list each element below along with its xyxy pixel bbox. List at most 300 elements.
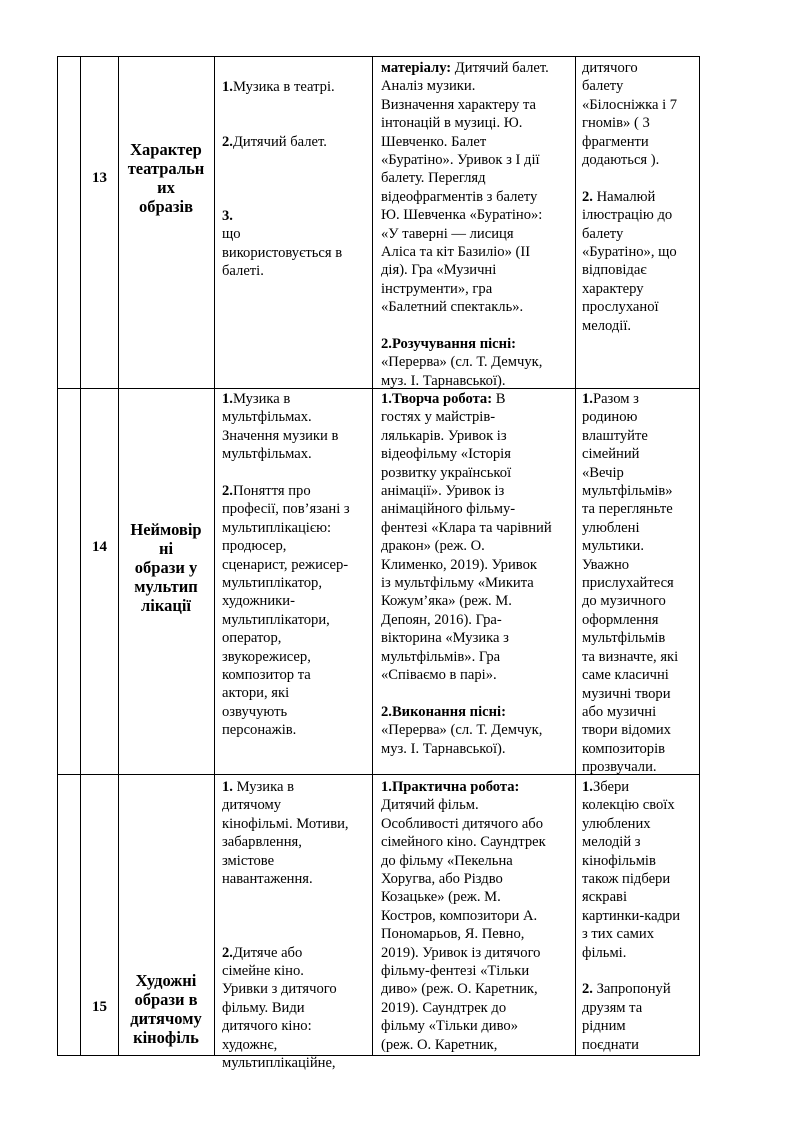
activities-cell bbox=[381, 778, 546, 1054]
text-line bbox=[582, 721, 678, 739]
text-line bbox=[381, 778, 546, 796]
topic-text: використовується в bbox=[222, 244, 343, 261]
line-text: муз. І. Тарнавської). bbox=[381, 740, 506, 757]
line-text: прислухайтеся bbox=[582, 575, 674, 592]
title-line: Характер bbox=[130, 140, 202, 159]
text-line bbox=[582, 427, 678, 445]
title-line: их bbox=[157, 178, 175, 197]
text-line bbox=[222, 592, 350, 610]
text-line bbox=[582, 574, 678, 592]
text-line bbox=[381, 482, 552, 500]
title-line: Художні bbox=[135, 971, 197, 990]
text-line bbox=[381, 298, 549, 316]
line-text: анімації». Уривок із bbox=[381, 483, 505, 500]
text-line bbox=[582, 796, 680, 814]
text-line bbox=[381, 372, 549, 390]
text-line bbox=[582, 519, 678, 537]
lesson-number: 15 bbox=[92, 999, 107, 1015]
line-text: мультиплікацією: bbox=[222, 519, 332, 536]
line-text: дія). Гра «Музичні bbox=[381, 262, 497, 279]
line-text: фільму «Тільки диво» bbox=[381, 1018, 519, 1035]
text-line bbox=[381, 390, 552, 408]
text-line bbox=[582, 317, 677, 335]
line-text: Костров, композитори А. bbox=[381, 907, 538, 924]
text-line bbox=[582, 907, 680, 925]
text-line bbox=[582, 408, 678, 426]
line-text: забарвлення, bbox=[222, 834, 302, 851]
line-text: «Білосніжка і 7 bbox=[582, 96, 678, 113]
line-text: мультиплікаційне, bbox=[222, 1055, 336, 1072]
line-text: фентезі «Клара та чарівний bbox=[381, 519, 552, 536]
bold-lead: 2. bbox=[222, 944, 233, 961]
line-text: Аналіз музики. bbox=[381, 78, 476, 95]
text-line bbox=[222, 778, 349, 796]
line-text: з тих самих bbox=[582, 926, 655, 943]
lesson-title bbox=[120, 140, 212, 216]
text-line bbox=[381, 96, 549, 114]
text-line bbox=[582, 778, 680, 796]
text-line bbox=[381, 519, 552, 537]
text-line bbox=[582, 1017, 680, 1035]
line-text: Особливості дитячого або bbox=[381, 815, 544, 832]
topic-text: що bbox=[222, 226, 241, 243]
title-line: лікації bbox=[140, 596, 192, 615]
bold-lead: 2. bbox=[222, 483, 233, 500]
table-top-border bbox=[57, 56, 700, 57]
line-text: мелодії. bbox=[582, 317, 632, 334]
activities-cell bbox=[381, 390, 552, 758]
line-text: дитячому bbox=[222, 797, 282, 814]
line-text: Уважно bbox=[582, 556, 630, 573]
line-text: фільму. Види bbox=[222, 999, 305, 1016]
text-line bbox=[222, 408, 350, 426]
title-line: образи у bbox=[134, 558, 198, 577]
line-text: до музичного bbox=[582, 593, 666, 610]
line-text: інструменти», гра bbox=[381, 280, 493, 297]
blank-line bbox=[222, 464, 350, 482]
text-line bbox=[381, 666, 552, 684]
text-line bbox=[381, 962, 546, 980]
bold-lead: 1. bbox=[582, 779, 593, 795]
topic-text: балеті. bbox=[222, 263, 264, 280]
text-line bbox=[582, 833, 680, 851]
line-text: Ю. Шевченка «Буратіно»: bbox=[381, 207, 543, 224]
line-text: Пономарьов, Я. Певно, bbox=[381, 926, 525, 943]
topic-item bbox=[222, 207, 342, 281]
line-text: родиною bbox=[582, 409, 638, 426]
text-line bbox=[222, 703, 350, 721]
line-text: художники- bbox=[222, 593, 295, 610]
line-text: кінофільмів bbox=[582, 852, 656, 869]
bold-lead: 1. bbox=[582, 391, 593, 407]
topic-item bbox=[222, 78, 335, 96]
title-line: мультип bbox=[134, 577, 198, 596]
line-text: Музика в bbox=[232, 391, 291, 407]
text-line bbox=[381, 445, 552, 463]
bold-lead: 2.Виконання пісні: bbox=[381, 703, 506, 720]
row-divider-13-14 bbox=[57, 388, 700, 389]
line-text: відповідає bbox=[582, 262, 647, 279]
bold-lead: 2.Розучування пісні: bbox=[381, 336, 516, 353]
line-text: рідним bbox=[582, 1018, 626, 1035]
line-text: В bbox=[492, 391, 506, 407]
line-text: балету. Перегляд bbox=[381, 170, 486, 187]
text-line bbox=[381, 206, 549, 224]
text-line bbox=[222, 537, 350, 555]
line-text: Кожум’яка» (реж. М. bbox=[381, 593, 512, 610]
line-text: сценарист, режисер- bbox=[222, 556, 349, 573]
text-line bbox=[222, 962, 349, 980]
text-line bbox=[381, 925, 546, 943]
homework-cell bbox=[582, 390, 678, 777]
text-line bbox=[582, 445, 678, 463]
line-text: до фільму «Пекельна bbox=[381, 852, 513, 869]
line-text: 2019). Уривок із дитячого bbox=[381, 944, 541, 961]
text-line bbox=[222, 648, 350, 666]
text-line bbox=[381, 188, 549, 206]
line-text: Дитяче або bbox=[232, 944, 303, 961]
text-line bbox=[582, 59, 677, 77]
line-text: інтонацій в музиці. Ю. bbox=[381, 115, 523, 132]
text-line bbox=[381, 796, 546, 814]
line-text: та визначте, які bbox=[582, 648, 679, 665]
line-text: гостях у майстрів- bbox=[381, 409, 496, 426]
text-line bbox=[381, 980, 546, 998]
line-text: мультиплікатори, bbox=[222, 611, 330, 628]
title-line: образи в bbox=[134, 990, 198, 1009]
topic-text: Дитячий балет. bbox=[232, 134, 327, 150]
text-line bbox=[582, 611, 678, 629]
text-line bbox=[582, 758, 678, 776]
text-line bbox=[222, 611, 350, 629]
text-line bbox=[582, 815, 680, 833]
text-line bbox=[582, 592, 678, 610]
topic-number: 2. bbox=[222, 134, 233, 150]
line-text: Музика в bbox=[232, 779, 294, 795]
text-line bbox=[582, 925, 680, 943]
text-line bbox=[222, 999, 349, 1017]
text-line bbox=[381, 243, 549, 261]
line-text: або музичні bbox=[582, 703, 657, 720]
line-text: оператор, bbox=[222, 630, 282, 647]
line-text: мультфільмів» bbox=[582, 483, 673, 500]
text-line bbox=[222, 684, 350, 702]
line-text: кінофільмі. Мотиви, bbox=[222, 815, 349, 832]
line-text: мультфільмах. bbox=[222, 409, 312, 426]
text-line bbox=[381, 740, 552, 758]
line-text: вікторина «Музика з bbox=[381, 630, 509, 647]
col-border-1 bbox=[80, 56, 81, 1056]
bold-lead: 2. bbox=[582, 981, 593, 998]
line-text: «Вечір bbox=[582, 464, 624, 481]
line-text: оформлення bbox=[582, 611, 659, 628]
line-text: ілюстрацію до bbox=[582, 207, 673, 224]
text-line bbox=[582, 261, 677, 279]
col-border-4 bbox=[372, 56, 373, 1056]
line-text: дитячого кіно: bbox=[222, 1018, 312, 1035]
line-text: «Перерва» (сл. Т. Демчук, bbox=[381, 722, 543, 739]
line-text: лялькарів. Уривок із bbox=[381, 427, 507, 444]
blank-line bbox=[222, 907, 349, 925]
activities-cell bbox=[381, 59, 549, 390]
line-text: улюблених bbox=[582, 815, 651, 832]
text-line bbox=[582, 298, 677, 316]
bold-lead: 1. bbox=[222, 391, 233, 407]
line-text: Дитячий балет. bbox=[451, 60, 549, 76]
text-line bbox=[381, 1017, 546, 1035]
text-line bbox=[381, 999, 546, 1017]
text-line bbox=[582, 500, 678, 518]
line-text: та перегляньте bbox=[582, 501, 673, 518]
line-text: музичні твори bbox=[582, 685, 671, 702]
blank-line bbox=[222, 888, 349, 906]
text-line bbox=[582, 77, 677, 95]
line-text: Поняття про bbox=[232, 483, 311, 500]
line-text: відеофрагментів з балету bbox=[381, 188, 538, 205]
line-text: Визначення характеру та bbox=[381, 96, 537, 113]
title-line: театральн bbox=[127, 159, 205, 178]
text-line bbox=[582, 225, 677, 243]
lesson-title bbox=[120, 971, 212, 1047]
line-text: Запропонуй bbox=[592, 981, 671, 998]
line-text: актори, які bbox=[222, 685, 290, 702]
text-line bbox=[222, 833, 349, 851]
line-text: композиторів bbox=[582, 740, 666, 757]
line-text: «У таверні — лисиця bbox=[381, 225, 514, 242]
text-line bbox=[582, 206, 677, 224]
line-text: сімейного кіно. Саундтрек bbox=[381, 834, 546, 851]
line-text: яскраві bbox=[582, 889, 627, 906]
topics-cell bbox=[222, 390, 350, 740]
text-line bbox=[222, 666, 350, 684]
topic-text: Музика в театрі. bbox=[232, 79, 335, 95]
text-line bbox=[381, 169, 549, 187]
col-border-5 bbox=[575, 56, 576, 1056]
line-text: прозвучали. bbox=[582, 759, 657, 776]
line-text: додаються ). bbox=[582, 152, 660, 169]
text-line bbox=[381, 888, 546, 906]
title-line: дитячому bbox=[130, 1009, 202, 1028]
text-line bbox=[222, 852, 349, 870]
line-text: художнє, bbox=[222, 1036, 278, 1053]
line-text: Дитячий фільм. bbox=[381, 797, 479, 814]
text-line bbox=[582, 96, 677, 114]
line-text: дракон» (реж. О. bbox=[381, 538, 485, 555]
lesson-number: 14 bbox=[92, 539, 107, 555]
text-line bbox=[582, 537, 678, 555]
line-text: професії, пов’язані з bbox=[222, 501, 350, 518]
line-text: персонажів. bbox=[222, 722, 297, 739]
line-text: змістове bbox=[222, 852, 275, 869]
homework-cell bbox=[582, 778, 680, 1054]
topic-number: 3. bbox=[222, 208, 233, 224]
line-text: навантаження. bbox=[222, 871, 313, 888]
line-text: влаштуйте bbox=[582, 427, 648, 444]
text-line bbox=[381, 703, 552, 721]
text-line bbox=[222, 482, 350, 500]
line-text: озвучують bbox=[222, 703, 288, 720]
line-text: «Буратіно», що bbox=[582, 244, 677, 261]
col-border-0 bbox=[57, 56, 58, 1056]
text-line bbox=[381, 629, 552, 647]
text-line bbox=[582, 944, 680, 962]
line-text: 2019). Саундтрек до bbox=[381, 999, 507, 1016]
text-line bbox=[582, 629, 678, 647]
text-line bbox=[381, 261, 549, 279]
line-text: диво» (реж. О. Каретник, bbox=[381, 981, 538, 998]
text-line bbox=[381, 907, 546, 925]
line-text: «Балетний спектакль». bbox=[381, 299, 524, 316]
text-line bbox=[222, 390, 350, 408]
line-text: (реж. О. Каретник, bbox=[381, 1036, 498, 1053]
line-text: Аліса та кіт Базиліо» (ІІ bbox=[381, 244, 531, 261]
text-line bbox=[222, 500, 350, 518]
line-text: Намалюй bbox=[592, 188, 656, 205]
line-text: сімейне кіно. bbox=[222, 963, 304, 980]
line-text: Шевченко. Балет bbox=[381, 133, 487, 150]
text-line bbox=[381, 537, 552, 555]
line-text: мелодій з bbox=[582, 834, 641, 851]
text-line bbox=[582, 888, 680, 906]
text-line bbox=[222, 796, 349, 814]
text-line bbox=[222, 1017, 349, 1035]
topics-cell bbox=[222, 778, 349, 1072]
title-line: ні bbox=[158, 539, 174, 558]
text-line bbox=[582, 188, 677, 206]
text-line bbox=[222, 519, 350, 537]
text-line bbox=[381, 1036, 546, 1054]
line-text: саме класичні bbox=[582, 667, 669, 684]
text-line bbox=[381, 815, 546, 833]
line-text: Збери bbox=[592, 779, 630, 795]
line-text: балету bbox=[582, 225, 624, 242]
text-line bbox=[582, 390, 678, 408]
line-text: із мультфільму «Микита bbox=[381, 575, 534, 592]
topic-number: 1. bbox=[222, 79, 233, 95]
bold-lead: матеріалу: bbox=[381, 60, 452, 76]
text-line bbox=[381, 280, 549, 298]
text-line bbox=[582, 852, 680, 870]
text-line bbox=[381, 870, 546, 888]
title-line: кінофіль bbox=[133, 1028, 199, 1047]
blank-line bbox=[381, 685, 552, 703]
line-text: Клименко, 2019). Уривок bbox=[381, 556, 537, 573]
line-text: композитор та bbox=[222, 667, 311, 684]
line-text: Разом з bbox=[592, 391, 639, 407]
text-line bbox=[222, 427, 350, 445]
line-text: поєднати bbox=[582, 1036, 639, 1053]
text-line bbox=[381, 335, 549, 353]
line-text: «Перерва» (сл. Т. Демчук, bbox=[381, 354, 543, 371]
text-line bbox=[222, 721, 350, 739]
line-text: дитячого bbox=[582, 60, 638, 76]
line-text: фрагменти bbox=[582, 133, 649, 150]
line-text: сімейний bbox=[582, 446, 640, 463]
text-line bbox=[222, 1036, 349, 1054]
line-text: Депоян, 2016). Гра- bbox=[381, 611, 502, 628]
text-line bbox=[381, 464, 552, 482]
text-line bbox=[222, 629, 350, 647]
line-text: анімаційного фільму- bbox=[381, 501, 516, 518]
title-line: образів bbox=[138, 197, 194, 216]
line-text: прослуханої bbox=[582, 299, 659, 316]
text-line bbox=[582, 870, 680, 888]
text-line bbox=[381, 574, 552, 592]
line-text: Значення музики в bbox=[222, 427, 339, 444]
line-text: відеофільму «Історія bbox=[381, 446, 511, 463]
text-line bbox=[222, 1054, 349, 1072]
text-line bbox=[222, 815, 349, 833]
text-line bbox=[582, 1036, 680, 1054]
line-text: муз. І. Тарнавської). bbox=[381, 372, 506, 389]
blank-line bbox=[582, 169, 677, 187]
line-text: мультиплікатор, bbox=[222, 575, 323, 592]
line-text: гномів» ( 3 bbox=[582, 115, 650, 132]
text-line bbox=[222, 556, 350, 574]
line-text: мультфільмів». Гра bbox=[381, 648, 501, 665]
line-text: Хоругва, або Різдво bbox=[381, 871, 503, 888]
text-line bbox=[582, 999, 680, 1017]
text-line bbox=[582, 666, 678, 684]
text-line bbox=[582, 482, 678, 500]
bold-lead: 1. bbox=[222, 779, 233, 795]
col-border-2 bbox=[118, 56, 119, 1056]
text-line bbox=[222, 445, 350, 463]
homework-cell bbox=[582, 59, 677, 335]
line-text: фільмі. bbox=[582, 944, 627, 961]
text-line bbox=[381, 500, 552, 518]
line-text: «Співаємо в парі». bbox=[381, 667, 497, 684]
text-line bbox=[381, 114, 549, 132]
line-text: колекцію своїх bbox=[582, 797, 675, 814]
text-line bbox=[381, 408, 552, 426]
text-line bbox=[381, 944, 546, 962]
text-line bbox=[582, 243, 677, 261]
text-line bbox=[222, 944, 349, 962]
line-text: мультики. bbox=[582, 538, 645, 555]
line-text: мультфільмах. bbox=[222, 446, 312, 463]
blank-line bbox=[381, 317, 549, 335]
text-line bbox=[381, 151, 549, 169]
blank-line bbox=[222, 925, 349, 943]
text-line bbox=[381, 59, 549, 77]
text-line bbox=[381, 833, 546, 851]
line-text: звукорежисер, bbox=[222, 648, 311, 665]
text-line bbox=[381, 721, 552, 739]
text-line bbox=[582, 280, 677, 298]
text-line bbox=[582, 114, 677, 132]
bold-lead: 1.Практична робота: bbox=[381, 779, 520, 795]
blank-line bbox=[582, 962, 680, 980]
text-line bbox=[222, 574, 350, 592]
line-text: «Буратіно». Уривок з І дії bbox=[381, 152, 540, 169]
text-line bbox=[582, 151, 677, 169]
text-line bbox=[381, 77, 549, 95]
line-text: розвитку української bbox=[381, 464, 512, 481]
line-text: улюблені bbox=[582, 519, 640, 536]
line-text: друзям та bbox=[582, 999, 643, 1016]
line-text: також підбери bbox=[582, 871, 671, 888]
bold-lead: 2. bbox=[582, 188, 593, 205]
topic-item bbox=[222, 133, 327, 151]
line-text: Уривки з дитячого bbox=[222, 981, 337, 998]
col-border-6 bbox=[699, 56, 700, 1056]
title-line: Неймовір bbox=[130, 520, 202, 539]
text-line bbox=[582, 740, 678, 758]
text-line bbox=[582, 556, 678, 574]
line-text: фільму-фентезі «Тільки bbox=[381, 963, 530, 980]
text-line bbox=[381, 592, 552, 610]
